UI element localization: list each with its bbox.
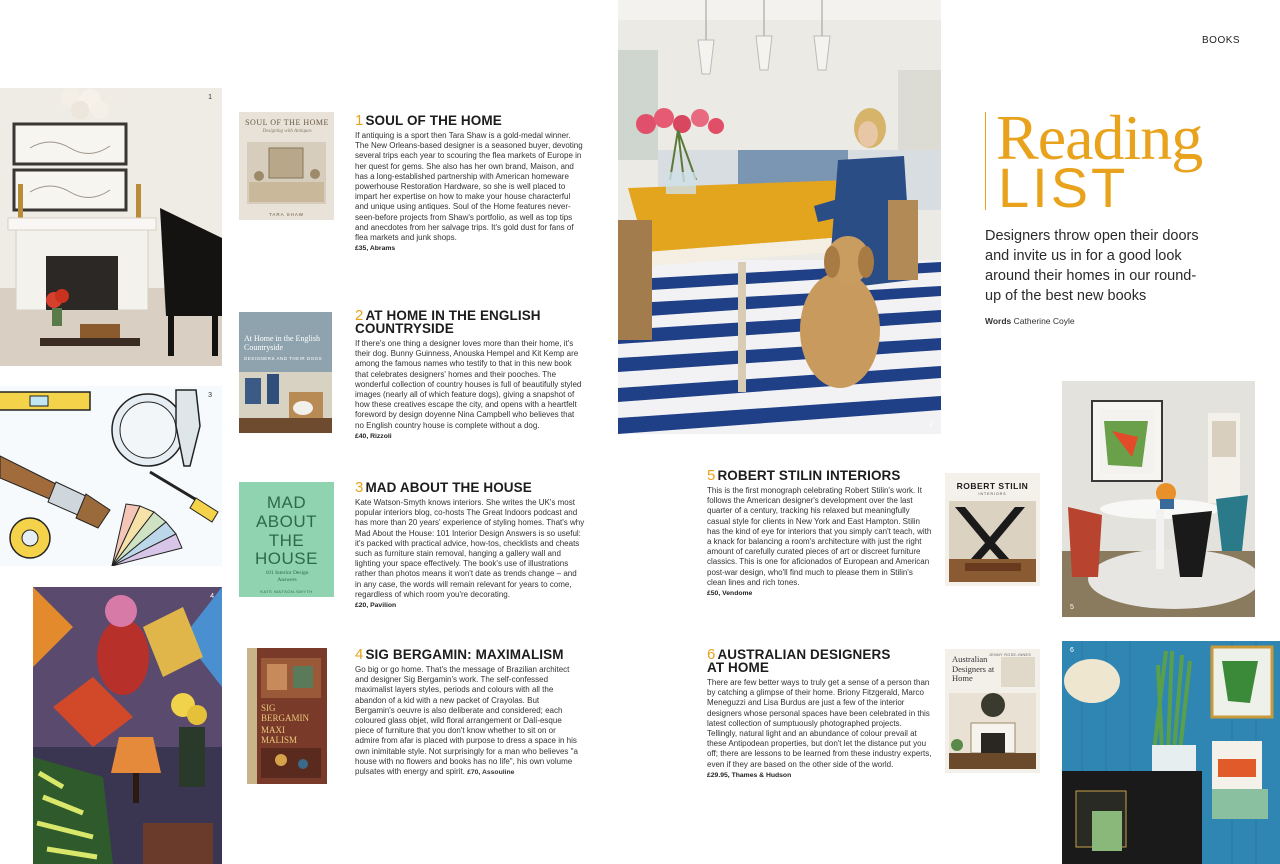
cover-australian-art: [945, 649, 1040, 773]
cover-countryside-art: [239, 312, 332, 433]
book-number: 1: [355, 112, 364, 129]
photo-number: 6: [1070, 647, 1074, 654]
book-entry-2: [355, 309, 585, 440]
book-title-text: SOUL OF THE HOME: [365, 113, 502, 128]
cover-line: SIG: [261, 703, 276, 713]
maximalist-illustration: [33, 587, 222, 864]
photo-tools-illustration: [0, 386, 222, 566]
book-title: [707, 469, 932, 482]
book-number: 3: [355, 479, 364, 496]
dining-room-illustration: [1062, 381, 1255, 617]
book-cover-sig-bergamin: [247, 648, 327, 784]
kitchen-illustration: [618, 0, 941, 434]
book-cover-soul-of-the-home: [239, 112, 334, 220]
book-number: 4: [355, 646, 364, 663]
photo-kitchen-with-dog: [618, 0, 941, 434]
book-title-text: AUSTRALIAN DESIGNERS AT HOME: [707, 647, 891, 675]
book-number: 6: [707, 646, 716, 663]
book-description: There are few better ways to truly get a sense of a person than by catching a glimpse of their home. Briony Fitzgerald, Marco Meneguzzi and Lisa Burdus are just a few of the interior designers whose personal spaces have been celebrated in this latest collection of sumptuously photographed projects. Tellingly, natural light and an abundance of colour prevail at these Antipodean properties, but don't let the distance put you off; there are lessons to be learned from these industry experts, even if they are based on the other side of the world.: [707, 678, 932, 769]
photo-living-room: [0, 88, 222, 366]
book-number: 2: [355, 307, 364, 324]
book-title: [355, 309, 555, 335]
cover-room-art: [239, 112, 334, 220]
book-description: [355, 665, 580, 778]
cover-author: TARA SHAW: [268, 212, 304, 217]
book-title: [355, 481, 585, 494]
page-title-list: LIST: [998, 156, 1129, 219]
book-cover-robert-stilin: [945, 473, 1040, 586]
cover-author: JENNY ROSE-INNES: [989, 653, 1032, 657]
book-title: [355, 648, 580, 661]
cover-subtitle: DESIGNERS AND THEIR DOGS: [244, 356, 323, 361]
photo-number: 2: [929, 421, 933, 428]
cover-line: THE: [268, 531, 305, 550]
intro-standfirst: Designers throw open their doors and invite us in for a good look around their homes in our round-up of the best new books: [985, 228, 1199, 304]
tools-illustration: [0, 386, 222, 566]
cover-title: Australian Designers at Home: [952, 654, 995, 683]
byline-label: Words: [985, 316, 1012, 326]
photo-number: 3: [208, 392, 212, 399]
photo-number: 1: [208, 94, 212, 101]
photo-blue-room: [1062, 641, 1280, 864]
book-title-text: AT HOME IN THE ENGLISH COUNTRYSIDE: [355, 308, 541, 336]
cover-line: MAXI: [261, 725, 285, 735]
cover-subtitle: 101 Interior Design Answers: [265, 570, 309, 583]
book-entry-6: [707, 648, 932, 779]
cover-line: MAD: [266, 493, 307, 512]
book-price: £20, Pavilion: [355, 602, 397, 610]
photo-number: 5: [1070, 604, 1074, 611]
cover-line: ABOUT: [255, 512, 318, 531]
photo-number: 4: [210, 593, 214, 600]
photo-maximalist-room: [33, 587, 222, 864]
title-accent-bar: [985, 112, 986, 210]
book-number: 5: [707, 467, 716, 484]
cover-line: MALISM: [261, 735, 298, 745]
byline-author: Catherine Coyle: [1013, 316, 1075, 326]
book-cover-english-countryside: [239, 312, 332, 433]
book-description: Kate Watson-Smyth knows interiors. She writes the UK's most popular interiors blog, co-hosts The Great Indoors podcast and has more than 20 years' experience of styling homes. That's why Mad About the House: 101 Interior Design Answers is so useful: it's packed with practical advice, how-tos, checklists and cheats such as furniture stain removal, hanging a gallery wall and lighting your space effectively. The book's use of illustrations rather than photos means it won't date as trends change – and in any case, the words will remain relevant for years to come, regardless of which room you're decorating.: [355, 498, 585, 599]
book-entry-4: [355, 648, 580, 778]
cover-title: ROBERT STILIN: [956, 481, 1029, 491]
book-price: £29.95, Thames & Hudson: [707, 771, 792, 779]
cover-stilin-art: [945, 473, 1040, 586]
book-title-text: SIG BERGAMIN: MAXIMALISM: [365, 647, 564, 662]
blue-room-illustration: [1062, 641, 1280, 864]
book-description-text: Go big or go home. That's the message of Brazilian architect and designer Sig Bergamin's work. The self-confessed maximalist layers styles, periods and colours with all the abandon of a kid with a new packet of Crayolas. But Bergamin's oeuvre is also deliberate and considered; each coloured glass objet, wild floral arrangement or Dalí-esque piece of furniture that you don't know whether to sit on or admire from afar is placed with purpose to dress a space in his own inimitable style. Not surprisingly for a man who believes "a house with no flowers and books has no life", his own volume pulsates with energy and spirit.: [355, 665, 578, 777]
living-room-illustration: [0, 88, 222, 366]
book-entry-1: [355, 114, 585, 252]
book-cover-australian-designers: [945, 649, 1040, 773]
book-price: £70, Assouline: [467, 769, 515, 777]
cover-line: BERGAMIN: [261, 713, 310, 723]
book-price: £50, Vendome: [707, 590, 753, 598]
book-title-text: ROBERT STILIN INTERIORS: [717, 468, 901, 483]
book-entry-3: [355, 481, 585, 609]
book-description: This is the first monograph celebrating Robert Stilin's work. It follows the American designer's development over the last quarter of a century, tracking his relaxed but meaningfully casual style for clients in New York and East Hampton. Stilin has the kind of eye for interiors that you simply can't teach, with a knack for balancing a room's architecture with just the right amount of carefully curated pieces of art or discreet furniture classics. This is one for aficionados of European and American post-war design, who'll find much to please them in Stilin's clean lines and rich tones.: [707, 486, 932, 587]
cover-line: HOUSE: [255, 549, 318, 568]
book-price: £40, Rizzoli: [355, 432, 392, 440]
book-title: [707, 648, 897, 674]
book-title-text: MAD ABOUT THE HOUSE: [365, 480, 532, 495]
cover-subtitle: Designing with Antiques: [262, 129, 312, 134]
book-title: [355, 114, 585, 127]
book-entry-5: [707, 469, 932, 597]
section-label-books: BOOKS: [1202, 35, 1241, 46]
cover-subtitle: INTERIORS: [978, 492, 1007, 496]
byline: [985, 316, 1075, 326]
book-description: If there's one thing a designer loves more than their home, it's their dog. Bunny Guinness, Anouska Hempel and Kit Kemp are among the famous names who testify to that in this new book that celebrates designers' homes and their pooches. The wonderful collection of country houses is full of beautifully styled images (nearly all of which feature dogs), giving a snapshot of how these creatives escape the city, and opens with a heartfelt foreword by design doyenne Nina Campbell who believes that no English country house is complete without a dog.: [355, 339, 582, 430]
book-description: If antiquing is a sport then Tara Shaw is a gold-medal winner. The New Orleans-based designer is a seasoned buyer, devoting several trips each year to scouring the flea markets of Europe in her quest for gems. She also has her own brand, Maison, and has a long-established partnership with American homeware powerhouse Restoration Hardware, so she is well placed to impart her expertise on how to make your house characterful and unique using antiques. Soul of the Home features never-seen-before projects from Shaw's portfolio, as well as top tips and anecdotes from her salvage trips. It's gold dust for fans of flea markets and junk shops.: [355, 131, 583, 243]
book-cover-mad-about-the-house: [239, 482, 334, 597]
page-title-reading: Reading: [996, 102, 1203, 173]
cover-title: At Home in the English Countryside: [244, 334, 320, 352]
cover-author: KATE WATSON-SMYTH: [260, 589, 313, 594]
cover-title: SOUL OF THE HOME: [245, 118, 329, 127]
photo-dining-room: [1062, 381, 1255, 617]
book-price: £35, Abrams: [355, 245, 396, 253]
